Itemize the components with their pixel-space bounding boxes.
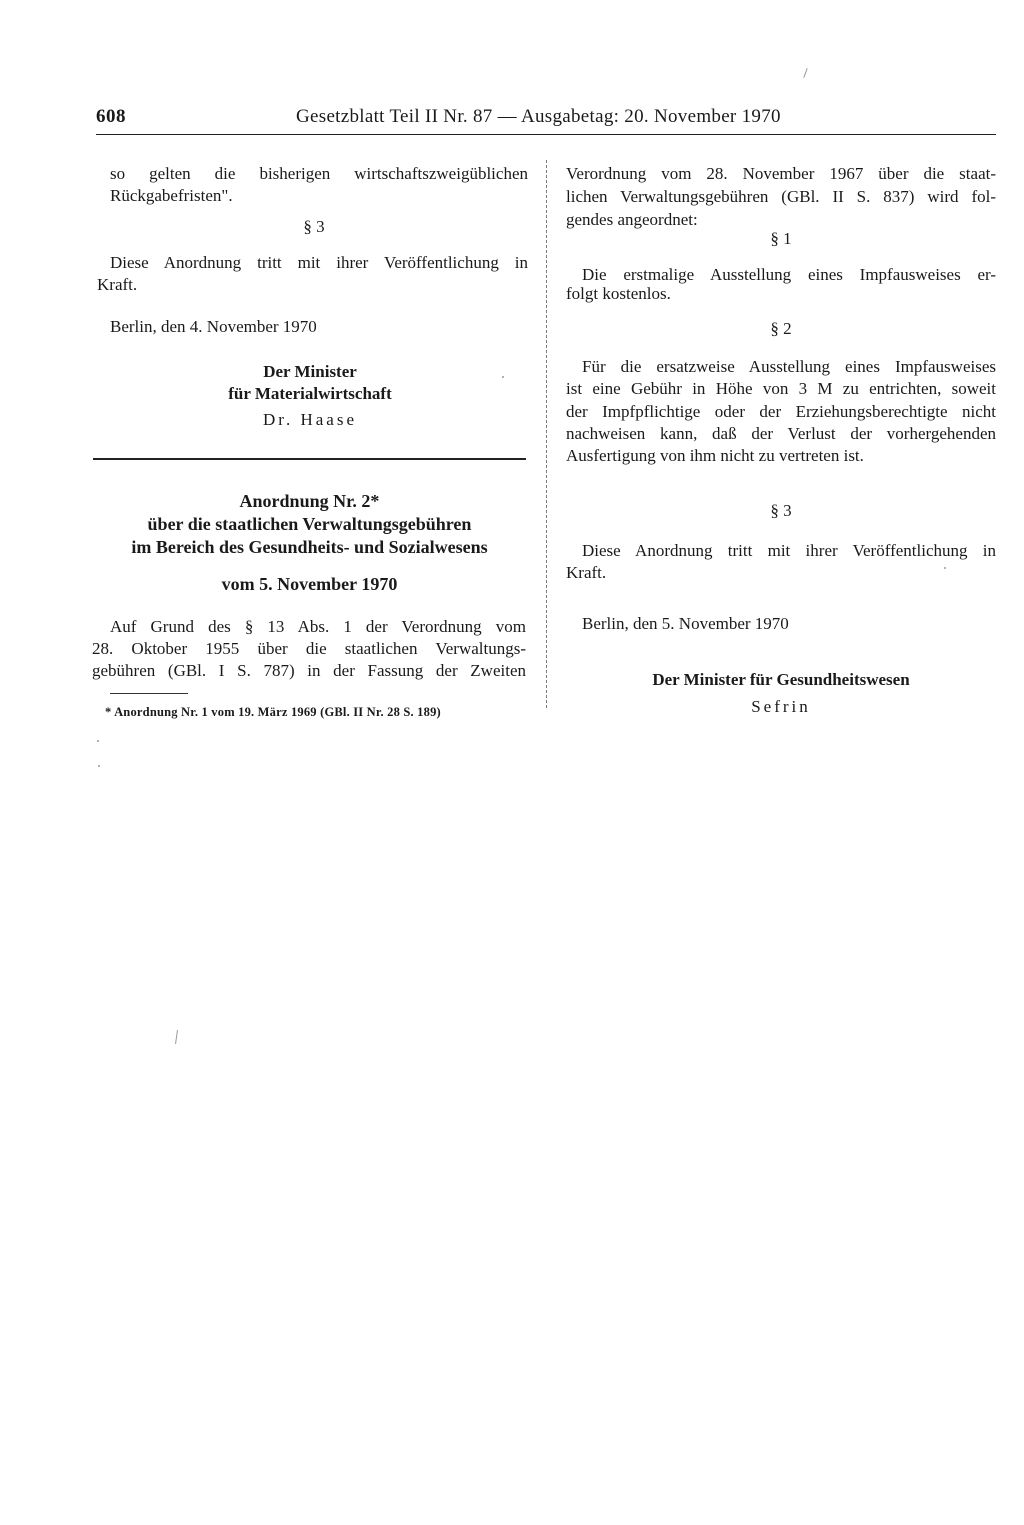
left-signatory-name: Dr. Haase bbox=[262, 410, 358, 429]
right-section-1-text: folgt kostenlos. bbox=[566, 284, 671, 303]
left-section-3-text: Diese Anordnung tritt mit ihrer Veröffentlichung in bbox=[110, 253, 528, 272]
scan-mark bbox=[175, 1030, 178, 1044]
right-signatory-name: Sefrin bbox=[751, 697, 811, 716]
left-signatory-title: für Materialwirtschaft bbox=[228, 384, 392, 403]
left-section-3-text: Kraft. bbox=[97, 275, 138, 294]
right-section-2-text: ist eine Gebühr in Höhe von 3 M zu entrichten, soweit bbox=[566, 379, 996, 398]
right-intro-text: Verordnung vom 28. November 1967 über die staat- bbox=[566, 164, 996, 183]
ordinance-date: vom 5. November 1970 bbox=[221, 574, 398, 594]
scan-speck bbox=[97, 740, 99, 742]
scan-speck bbox=[98, 765, 100, 767]
section-rule bbox=[93, 458, 526, 460]
left-signatory-title: Der Minister bbox=[263, 362, 357, 381]
ordinance-intro-text: gebühren (GBl. I S. 787) in der Fassung der Zweiten bbox=[92, 661, 526, 680]
right-section-3-text: Kraft. bbox=[566, 563, 607, 582]
column-divider bbox=[546, 160, 547, 708]
scan-speck bbox=[502, 376, 504, 378]
ordinance-title: Anordnung Nr. 2* bbox=[239, 491, 380, 511]
right-section-2-heading: § 2 bbox=[770, 319, 792, 338]
scan-mark bbox=[803, 68, 807, 78]
left-continuation-line: so gelten die bisherigen wirtschaftszweigüblichen bbox=[110, 164, 528, 183]
scan-speck bbox=[944, 567, 946, 569]
header-rule bbox=[96, 134, 996, 135]
left-section-3-heading: § 3 bbox=[303, 217, 325, 236]
running-title: Gesetzblatt Teil II Nr. 87 — Ausgabetag: 20. November 1970 bbox=[296, 106, 781, 127]
right-section-3-text: Diese Anordnung tritt mit ihrer Veröffentlichung in bbox=[582, 541, 996, 560]
right-place-date: Berlin, den 5. November 1970 bbox=[582, 614, 789, 633]
ordinance-intro-text: 28. Oktober 1955 über die staatlichen Verwaltungs- bbox=[92, 639, 526, 658]
right-section-1-heading: § 1 bbox=[770, 229, 792, 248]
right-section-2-text: nachweisen kann, daß der Verlust der vorhergehenden bbox=[566, 424, 996, 443]
ordinance-title: über die staatlichen Verwaltungsgebühren bbox=[147, 514, 472, 534]
right-section-3-heading: § 3 bbox=[770, 501, 792, 520]
right-signatory-title: Der Minister für Gesundheitswesen bbox=[652, 670, 910, 689]
left-place-date: Berlin, den 4. November 1970 bbox=[110, 317, 317, 336]
right-section-1-text: Die erstmalige Ausstellung eines Impfausweises er- bbox=[582, 265, 996, 284]
page-number: 608 bbox=[96, 106, 126, 127]
right-section-2-text: der Impfpflichtige oder der Erziehungsberechtigte nicht bbox=[566, 402, 996, 421]
left-continuation-line: Rückgabefristen". bbox=[110, 186, 233, 205]
footnote-rule bbox=[110, 693, 188, 694]
right-intro-text: lichen Verwaltungsgebühren (GBl. II S. 837) wird fol- bbox=[566, 187, 996, 206]
right-intro-text: gendes angeordnet: bbox=[566, 210, 698, 229]
right-section-2-text: Ausfertigung von ihm nicht zu vertreten ist. bbox=[566, 446, 864, 465]
ordinance-intro-text: Auf Grund des § 13 Abs. 1 der Verordnung vom bbox=[110, 617, 526, 636]
ordinance-title: im Bereich des Gesundheits- und Sozialwesens bbox=[131, 537, 488, 557]
footnote: * Anordnung Nr. 1 vom 19. März 1969 (GBl. II Nr. 28 S. 189) bbox=[105, 705, 441, 719]
right-section-2-text: Für die ersatzweise Ausstellung eines Impfausweises bbox=[582, 357, 996, 376]
